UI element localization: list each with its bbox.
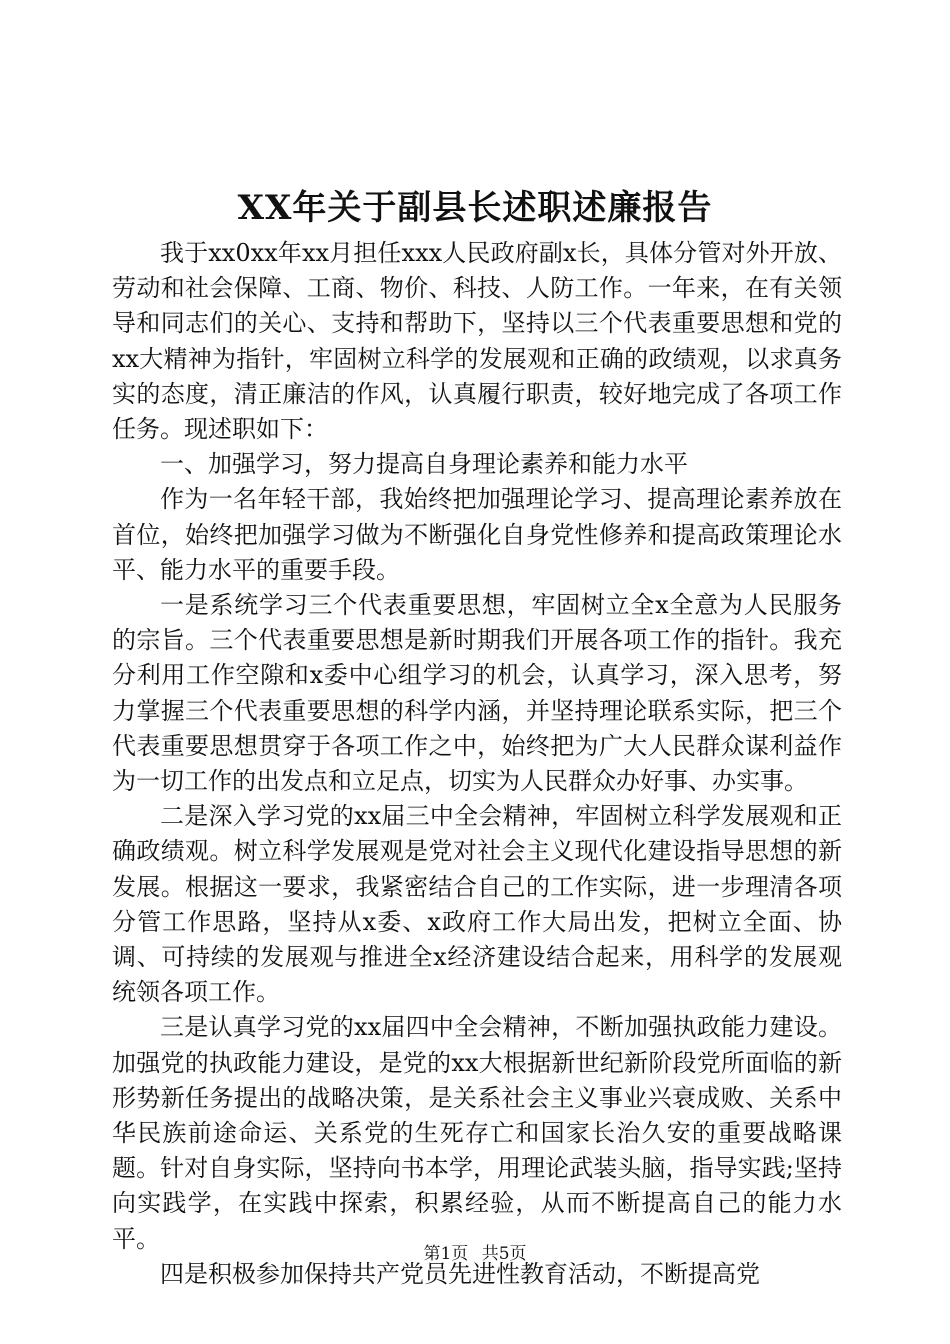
paragraph-intro: 我于xx0xx年xx月担任xxx人民政府副x长，具体分管对外开放、劳动和社会保障、工商、物价、科技、人防工作。一年来，在有关领导和同志们的关心、支持和帮助下，坚持以三个代表重要思想和党的xx大精神为指针，牢固树立科学的发展观和正确的政绩观，以求真务实的态度，清正廉洁的作风，认真履行职责，较好地完成了各项工作任务。现述职如下： — [112, 239, 842, 444]
paragraph-point-1: 一是系统学习三个代表重要思想，牢固树立全x全意为人民服务的宗旨。三个代表重要思想是新时期我们开展各项工作的指针。我充分利用工作空隙和x委中心组学习的机会，认真学习，深入思考，努力掌握三个代表重要思想的科学内涵，并坚持理论联系实际，把三个代表重要思想贯穿于各项工作之中，始终把为广大人民群众谋利益作为一切工作的出发点和立足点，切实为人民群众办好事、办实事。 — [112, 591, 842, 796]
paragraph-point-2: 二是深入学习党的xx届三中全会精神，牢固树立科学发展观和正确政绩观。树立科学发展观是党对社会主义现代化建设指导思想的新发展。根据这一要求，我紧密结合自己的工作实际，进一步理清各项分管工作思路，坚持从x委、x政府工作大局出发，把树立全面、协调、可持续的发展观与推进全x经济建设结合起来，用科学的发展观统领各项工作。 — [112, 802, 842, 1007]
page-number: 第1页 — [423, 1244, 469, 1264]
document-body — [112, 236, 842, 1292]
page-total: 共5页 — [481, 1244, 527, 1264]
paragraph-point-3: 三是认真学习党的xx届四中全会精神，不断加强执政能力建设。加强党的执政能力建设，是党的xx大根据新世纪新阶段党所面临的新形势新任务提出的战略决策，是关系社会主义事业兴衰成败、关系中华民族前途命运、关系党的生死存亡和国家长治久安的重要战略课题。针对自身实际，坚持向书本学，用理论武装头脑，指导实践;坚持向实践学，在实践中探索，积累经验，从而不断提高自己的能力水平。 — [112, 1013, 842, 1253]
paragraph-study-overview: 作为一名年轻干部，我始终把加强理论学习、提高理论素养放在首位，始终把加强学习做为不断强化自身党性修养和提高政策理论水平、能力水平的重要手段。 — [112, 485, 842, 584]
page-footer — [0, 1242, 950, 1266]
paragraph-point-4: 四是积极参加保持共产党员先进性教育活动，不断提高党 — [160, 1259, 760, 1288]
section-heading-1: 一、加强学习，努力提高自身理论素养和能力水平 — [160, 450, 688, 479]
document-title: XX年关于副县长述职述廉报告 — [237, 188, 713, 228]
